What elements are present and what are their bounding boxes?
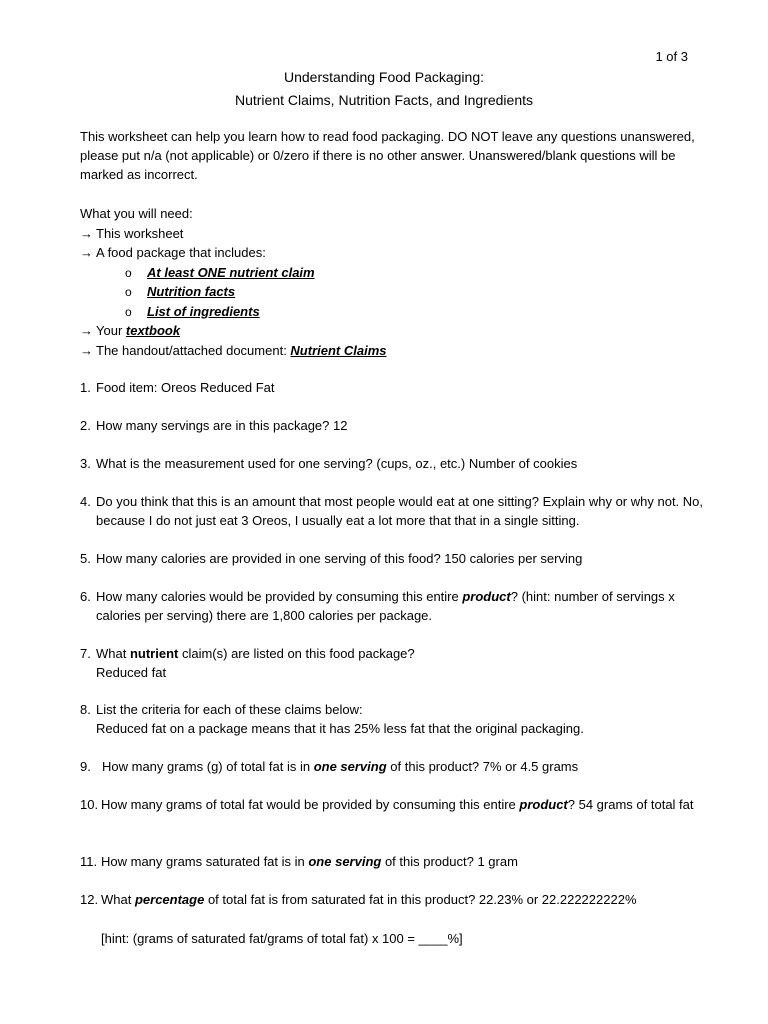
question-10 [80, 795, 710, 814]
arrow-icon: → [80, 323, 93, 338]
arrow-icon: → [80, 342, 93, 358]
question-text-part: of this product? 1 gram [381, 854, 518, 869]
question-text: Food item: Oreos Reduced Fat [96, 380, 275, 395]
material-handout [80, 341, 708, 361]
question-text: How many calories are provided in one serving of this food? 150 calories per serving [96, 551, 583, 566]
materials-list [80, 204, 708, 360]
question-text: What is the measurement used for one serving? (cups, oz., etc.) Number of cookies [96, 456, 578, 471]
document-title [0, 66, 768, 112]
material-label: The handout/attached document: [96, 342, 291, 358]
question-6 [80, 587, 710, 625]
question-text-part: claim(s) are listed on this food package? [178, 646, 415, 661]
question-number: 3. [80, 456, 91, 471]
question-text-part: How many calories would be provided by consuming this entire [96, 589, 463, 604]
question-text [80, 795, 710, 814]
title-line-2: Nutrient Claims, Nutrition Facts, and Ingredients [234, 92, 533, 108]
question-number: 8. [80, 702, 91, 717]
question-1 [80, 378, 710, 397]
material-label: Your [96, 323, 126, 338]
question-text [80, 890, 710, 909]
question-8 [80, 700, 710, 738]
question-2 [80, 416, 710, 435]
question-number: 1. [80, 380, 91, 395]
material-textbook [80, 321, 708, 341]
question-text [80, 757, 710, 776]
answer-text: Reduced fat on a package means that it has 25% less fat that the original packaging. [96, 721, 584, 736]
question-text-part: ? (hint: number of servings x calories per serving) there are 1,800 calories per package. [96, 589, 675, 623]
question-3 [80, 454, 710, 473]
question-text: List the criteria for each of these claims below: [96, 702, 363, 717]
bullet-icon: o [125, 304, 132, 319]
question-text-part: ? 54 grams of total fat [567, 797, 694, 812]
question-text-part: How many grams saturated fat is in [101, 854, 309, 869]
question-text [80, 644, 710, 663]
emphasis: percentage [134, 892, 205, 907]
question-text-part: How many grams of total fat would be provided by consuming this entire [101, 797, 520, 812]
question-7 [80, 644, 710, 682]
material-worksheet [80, 224, 708, 244]
sub-item-nutrition-facts [80, 282, 708, 302]
question-number: 10. [80, 797, 99, 812]
question-text-part: of this product? 7% or 4.5 grams [386, 759, 579, 774]
sub-item-label: At least ONE nutrient claim [147, 264, 315, 280]
question-text [80, 587, 710, 625]
emphasis: one serving [308, 854, 382, 869]
emphasis: product [519, 797, 568, 812]
sub-item-nutrient-claim [80, 263, 708, 283]
page-number: 1 of 3 [655, 49, 688, 64]
intro-paragraph: This worksheet can help you learn how to read food packaging. DO NOT leave any questions unanswered, please put n/a (not applicable) or 0/zero if there is no other answer. Unanswered/blank questions will be marked as incorrect. [80, 129, 695, 182]
emphasis: product [462, 589, 511, 604]
question-text-part: of total fat is from saturated fat in this product? 22.23% or 22.222222222% [204, 892, 637, 907]
material-food-package [80, 243, 708, 263]
question-number: 2. [80, 418, 91, 433]
emphasis: one serving [313, 759, 387, 774]
question-text: Do you think that this is an amount that most people would eat at one sitting? Explain why or why not. No, because I do not just eat 3 Oreos, I usually eat a lot more that that in a single sitting. [96, 494, 704, 528]
question-text-part: What [101, 892, 135, 907]
textbook-label: textbook [125, 323, 181, 338]
material-label: This worksheet [96, 225, 184, 241]
question-number: 7. [80, 646, 91, 661]
question-text [80, 852, 710, 871]
question-number: 5. [80, 551, 91, 566]
question-text-part: How many grams (g) of total fat is in [102, 759, 314, 774]
question-9 [80, 757, 710, 776]
question-number: 9. [80, 759, 91, 774]
sub-item-label: Nutrition facts [147, 284, 236, 299]
materials-heading: What you will need: [80, 206, 193, 221]
material-label: A food package that includes: [96, 245, 266, 260]
sub-item-ingredients [80, 302, 708, 322]
question-number: 4. [80, 494, 91, 509]
answer-text: Reduced fat [96, 665, 167, 680]
emphasis: nutrient [129, 646, 179, 661]
question-11 [80, 852, 710, 871]
nutrient-claims-label: Nutrient Claims [290, 342, 387, 358]
arrow-icon: → [80, 245, 93, 260]
question-text-part: What [96, 646, 130, 661]
arrow-icon: → [80, 225, 93, 241]
bullet-icon: o [125, 285, 132, 299]
question-text: How many servings are in this package? 12 [96, 418, 348, 433]
hint-text: [hint: (grams of saturated fat/grams of total fat) x 100 = ____%] [101, 931, 463, 946]
question-number: 11. [80, 854, 98, 869]
question-number: 6. [80, 589, 91, 604]
bullet-icon: o [125, 265, 132, 280]
sub-item-label: List of ingredients [147, 303, 260, 319]
question-5 [80, 549, 710, 568]
question-12 [80, 890, 710, 909]
question-4 [80, 492, 710, 530]
title-line-1: Understanding Food Packaging: [283, 69, 485, 85]
question-number: 12. [80, 892, 99, 907]
